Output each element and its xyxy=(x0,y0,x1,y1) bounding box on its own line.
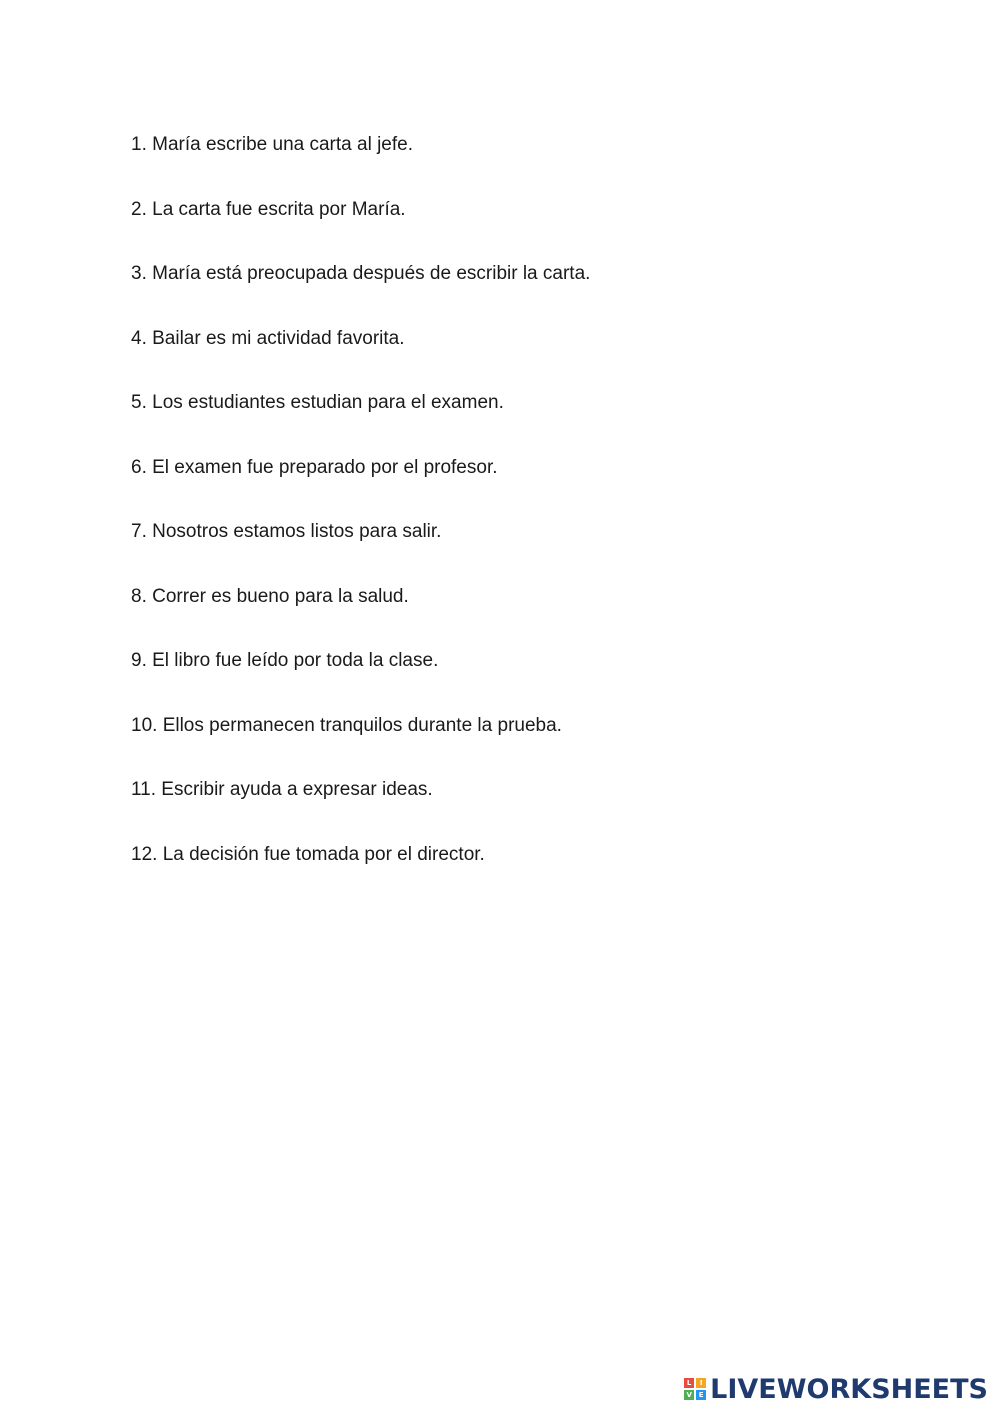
sentence-item: 4. Bailar es mi actividad favorita. xyxy=(131,327,405,349)
logo-tile-v: V xyxy=(684,1390,694,1400)
liveworksheets-logo-icon xyxy=(684,1378,706,1400)
sentence-item: 11. Escribir ayuda a expresar ideas. xyxy=(131,779,433,800)
liveworksheets-logo xyxy=(684,1374,988,1404)
logo-tile-i: I xyxy=(696,1378,706,1388)
liveworksheets-logo-text: LIVEWORKSHEETS xyxy=(710,1373,988,1405)
sentence-item: 3. María está preocupada después de escribir la carta. xyxy=(131,263,591,284)
sentence-item: 8. Correr es bueno para la salud. xyxy=(131,585,409,607)
sentence-item: 1. María escribe una carta al jefe. xyxy=(131,134,413,155)
logo-tile-l: L xyxy=(684,1378,694,1388)
sentence-item: 6. El examen fue preparado por el profesor. xyxy=(131,456,498,478)
sentence-list xyxy=(131,131,590,905)
sentence-item: 12. La decisión fue tomada por el director. xyxy=(131,843,485,865)
logo-tile-e: E xyxy=(696,1390,706,1400)
sentence-item: 9. El libro fue leído por toda la clase. xyxy=(131,650,439,671)
sentence-item: 5. Los estudiantes estudian para el examen. xyxy=(131,392,504,413)
sentence-item: 7. Nosotros estamos listos para salir. xyxy=(131,521,442,542)
sentence-item: 10. Ellos permanecen tranquilos durante la prueba. xyxy=(131,714,562,736)
sentence-item: 2. La carta fue escrita por María. xyxy=(131,198,406,220)
